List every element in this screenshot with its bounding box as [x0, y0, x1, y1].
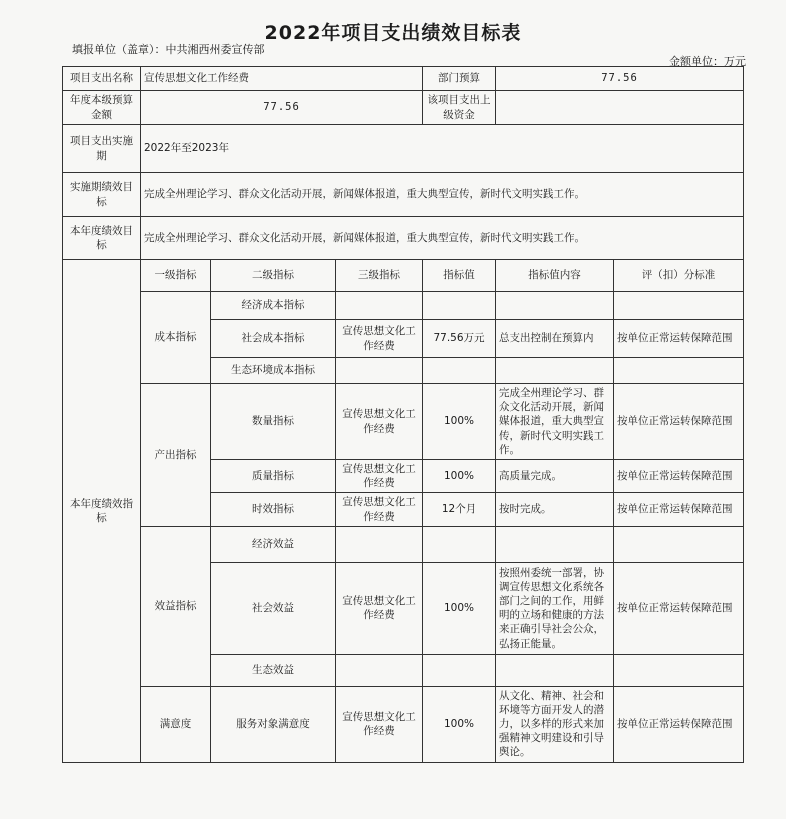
annual-budget-value: 77.56 [141, 91, 423, 125]
dept-budget-label: 部门预算 [423, 67, 496, 91]
indicator-standard: 按单位正常运转保障范围 [614, 493, 744, 526]
indicator-content [496, 292, 614, 320]
indicator-value: 12个月 [423, 493, 496, 526]
annual-indicators-label: 本年度绩效指标 [63, 260, 141, 763]
header-standard: 评（扣）分标准 [614, 260, 744, 292]
performance-table [62, 66, 744, 763]
indicator-level3: 宣传思想文化工作经费 [336, 320, 423, 358]
indicator-content: 从文化、精神、社会和环境等方面开发人的潜力，以多样的形式来加强精神文明建设和引导舆论。 [496, 686, 614, 762]
header-value: 指标值 [423, 260, 496, 292]
indicator-level2: 质量指标 [211, 460, 336, 493]
indicator-content: 按时完成。 [496, 493, 614, 526]
indicator-level2: 时效指标 [211, 493, 336, 526]
indicator-standard [614, 526, 744, 562]
indicator-content: 高质量完成。 [496, 460, 614, 493]
indicator-value: 100% [423, 384, 496, 460]
indicator-value [423, 526, 496, 562]
header-level3: 三级指标 [336, 260, 423, 292]
annual-goal-value: 完成全州理论学习、群众文化活动开展，新闻媒体报道，重大典型宣传，新时代文明实践工作。 [141, 217, 744, 260]
indicator-standard: 按单位正常运转保障范围 [614, 460, 744, 493]
indicator-level3: 宣传思想文化工作经费 [336, 460, 423, 493]
superior-funds-label: 该项目支出上级资金 [423, 91, 496, 125]
indicator-value [423, 292, 496, 320]
indicator-content [496, 358, 614, 384]
dept-budget-value: 77.56 [496, 67, 744, 91]
indicator-level3: 宣传思想文化工作经费 [336, 686, 423, 762]
indicator-level2: 数量指标 [211, 384, 336, 460]
indicator-value: 77.56万元 [423, 320, 496, 358]
amount-unit: 金额单位：万元 [669, 55, 746, 68]
indicator-content: 完成全州理论学习、群众文化活动开展，新闻媒体报道，重大典型宣传，新时代文明实践工作。 [496, 384, 614, 460]
output-indicator-label: 产出指标 [141, 384, 211, 527]
header-content: 指标值内容 [496, 260, 614, 292]
indicator-level2: 服务对象满意度 [211, 686, 336, 762]
indicator-value: 100% [423, 686, 496, 762]
indicator-value: 100% [423, 562, 496, 654]
annual-budget-label: 年度本级预算金额 [63, 91, 141, 125]
indicator-level2: 经济效益 [211, 526, 336, 562]
indicator-level3 [336, 526, 423, 562]
indicator-content: 按照州委统一部署，协调宣传思想文化系统各部门之间的工作，用鲜明的立场和健康的方法来正确引导社会公众，弘扬正能量。 [496, 562, 614, 654]
period-goal-value: 完成全州理论学习、群众文化活动开展，新闻媒体报道，重大典型宣传，新时代文明实践工作。 [141, 173, 744, 217]
indicator-value [423, 358, 496, 384]
project-name-label: 项目支出名称 [63, 67, 141, 91]
annual-goal-label: 本年度绩效目标 [63, 217, 141, 260]
indicator-value: 100% [423, 460, 496, 493]
period-goal-label: 实施期绩效目标 [63, 173, 141, 217]
indicator-standard [614, 292, 744, 320]
superior-funds-value [496, 91, 744, 125]
indicator-standard [614, 654, 744, 686]
indicator-level2: 社会成本指标 [211, 320, 336, 358]
indicator-level2: 社会效益 [211, 562, 336, 654]
satisfaction-indicator-label: 满意度 [141, 686, 211, 762]
project-name-value: 宣传思想文化工作经费 [141, 67, 423, 91]
header-level2: 二级指标 [211, 260, 336, 292]
header-level1: 一级指标 [141, 260, 211, 292]
indicator-content: 总支出控制在预算内 [496, 320, 614, 358]
indicator-standard: 按单位正常运转保障范围 [614, 320, 744, 358]
indicator-standard [614, 358, 744, 384]
indicator-value [423, 654, 496, 686]
indicator-level3 [336, 654, 423, 686]
indicator-level3: 宣传思想文化工作经费 [336, 384, 423, 460]
indicator-level3: 宣传思想文化工作经费 [336, 493, 423, 526]
filling-unit: 填报单位（盖章）：中共湘西州委宣传部 [72, 43, 265, 56]
indicator-content [496, 526, 614, 562]
indicator-level3 [336, 292, 423, 320]
indicator-content [496, 654, 614, 686]
period-label: 项目支出实施期 [63, 125, 141, 173]
indicator-standard: 按单位正常运转保障范围 [614, 562, 744, 654]
indicator-standard: 按单位正常运转保障范围 [614, 686, 744, 762]
indicator-level3 [336, 358, 423, 384]
indicator-level3: 宣传思想文化工作经费 [336, 562, 423, 654]
benefit-indicator-label: 效益指标 [141, 526, 211, 686]
period-value: 2022年至2023年 [141, 125, 744, 173]
indicator-standard: 按单位正常运转保障范围 [614, 384, 744, 460]
indicator-level2: 生态环境成本指标 [211, 358, 336, 384]
page-title: 2022年项目支出绩效目标表 [264, 22, 522, 44]
indicator-level2: 经济成本指标 [211, 292, 336, 320]
indicator-level2: 生态效益 [211, 654, 336, 686]
cost-indicator-label: 成本指标 [141, 292, 211, 384]
